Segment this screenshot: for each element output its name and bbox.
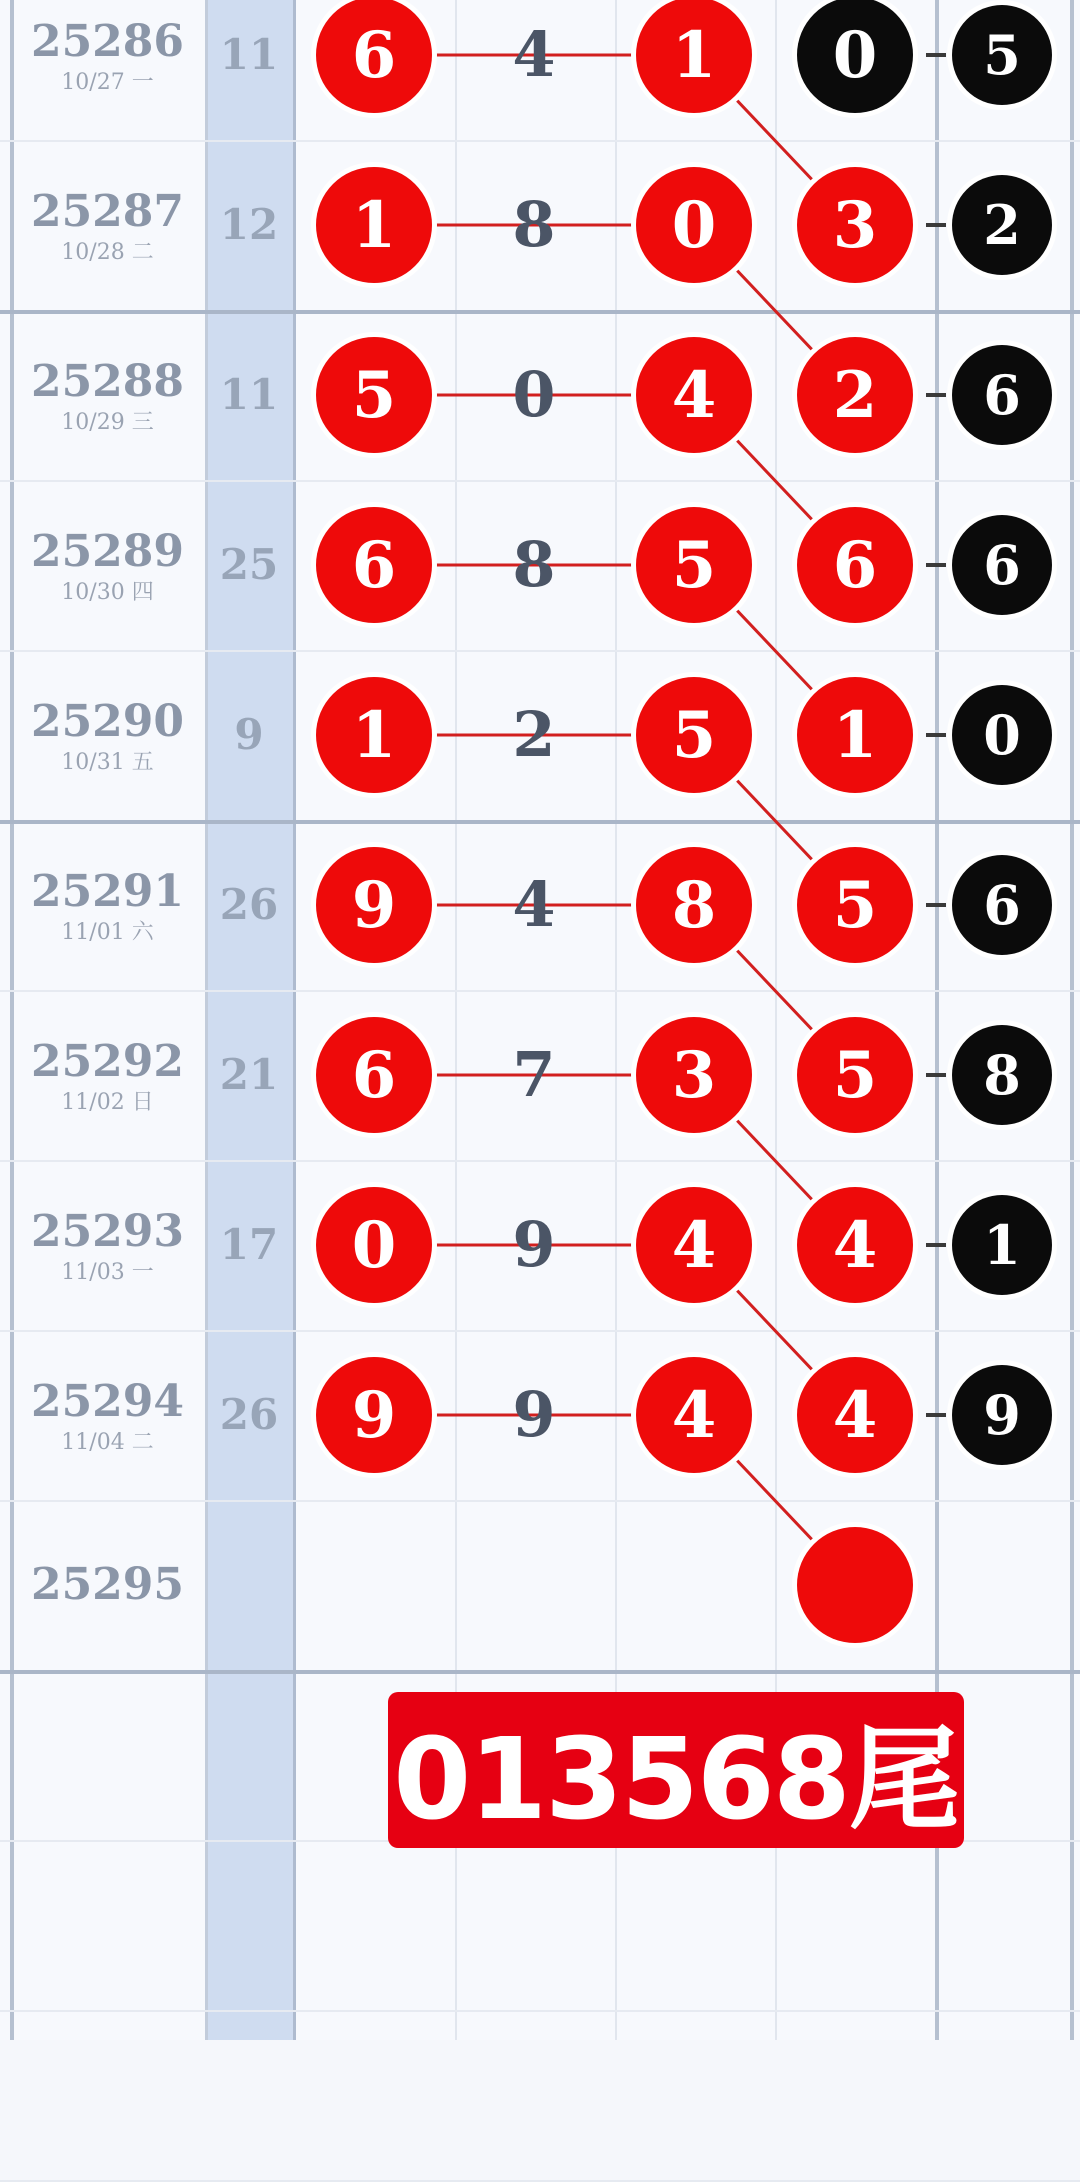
digit-plain: 9 bbox=[512, 1208, 556, 1281]
digit-sum: 21 bbox=[219, 1050, 279, 1099]
digit-ball: 0 bbox=[316, 1187, 432, 1303]
digit-ball: 6 bbox=[316, 0, 432, 113]
digit-ball: 3 bbox=[636, 1017, 752, 1133]
digit-ball: 1 bbox=[316, 677, 432, 793]
issue-number: 25291 bbox=[30, 866, 185, 917]
draw-date: 11/04 二 bbox=[61, 1430, 154, 1455]
issue-number: 25293 bbox=[30, 1206, 185, 1257]
tail-label-badge: 013568尾 bbox=[388, 1692, 964, 1848]
draw-date: 10/30 四 bbox=[61, 580, 154, 605]
digit-ball: 5 bbox=[797, 1017, 913, 1133]
digit-ball: 1 bbox=[636, 0, 752, 113]
digit-ball: 9 bbox=[316, 1357, 432, 1473]
digit-plain: 7 bbox=[512, 1038, 556, 1111]
draw-date: 11/02 日 bbox=[61, 1090, 154, 1115]
digit-ball: 6 bbox=[797, 507, 913, 623]
tail-digit-ball: 9 bbox=[952, 1365, 1052, 1465]
draw-date: 11/01 六 bbox=[61, 920, 154, 945]
tail-digit-ball: 0 bbox=[952, 685, 1052, 785]
tail-digit-ball: 6 bbox=[952, 855, 1052, 955]
digit-plain: 8 bbox=[512, 528, 556, 601]
digit-ball: 3 bbox=[797, 167, 913, 283]
digit-sum: 26 bbox=[219, 880, 279, 929]
digit-ball: 1 bbox=[797, 677, 913, 793]
digit-ball: 4 bbox=[636, 1357, 752, 1473]
dash-separator bbox=[926, 563, 946, 567]
digit-plain: 4 bbox=[512, 18, 556, 91]
digit-ball: 0 bbox=[797, 0, 913, 113]
draw-date: 10/27 一 bbox=[61, 70, 154, 95]
tail-digit-ball: 5 bbox=[952, 5, 1052, 105]
tail-digit-ball: 6 bbox=[952, 345, 1052, 445]
digit-sum: 25 bbox=[219, 540, 279, 589]
issue-number: 25288 bbox=[30, 356, 185, 407]
digit-sum: 9 bbox=[234, 710, 264, 759]
issue-number: 25294 bbox=[30, 1376, 185, 1427]
issue-number: 25292 bbox=[30, 1036, 185, 1087]
digit-sum: 11 bbox=[219, 370, 279, 419]
digit-ball: 4 bbox=[636, 337, 752, 453]
digit-sum: 11 bbox=[219, 30, 279, 79]
issue-number: 25290 bbox=[30, 696, 185, 747]
issue-number: 25286 bbox=[30, 16, 185, 67]
digit-ball: 9 bbox=[316, 847, 432, 963]
tail-digit-ball: 8 bbox=[952, 1025, 1052, 1125]
digit-ball: 4 bbox=[797, 1357, 913, 1473]
dash-separator bbox=[926, 1073, 946, 1077]
dash-separator bbox=[926, 1243, 946, 1247]
digit-plain: 4 bbox=[512, 868, 556, 941]
dash-separator bbox=[926, 223, 946, 227]
digit-plain: 0 bbox=[512, 358, 556, 431]
digit-ball: 5 bbox=[636, 507, 752, 623]
digit-ball: 0 bbox=[636, 167, 752, 283]
digit-ball: 8 bbox=[636, 847, 752, 963]
dash-separator bbox=[926, 733, 946, 737]
digit-ball: 5 bbox=[636, 677, 752, 793]
digit-ball: 5 bbox=[316, 337, 432, 453]
digit-plain: 9 bbox=[512, 1378, 556, 1451]
digit-ball: 4 bbox=[636, 1187, 752, 1303]
digit-ball: 4 bbox=[797, 1187, 913, 1303]
tail-digit-ball: 1 bbox=[952, 1195, 1052, 1295]
draw-date: 10/29 三 bbox=[61, 410, 154, 435]
tail-digit-ball: 2 bbox=[952, 175, 1052, 275]
dash-separator bbox=[926, 903, 946, 907]
digit-sum: 26 bbox=[219, 1390, 279, 1439]
digit-ball: 1 bbox=[316, 167, 432, 283]
issue-number: 25295 bbox=[30, 1559, 185, 1610]
digit-ball: 2 bbox=[797, 337, 913, 453]
draw-date: 10/28 二 bbox=[61, 240, 154, 265]
tail-digit-ball: 6 bbox=[952, 515, 1052, 615]
draw-date: 10/31 五 bbox=[61, 750, 154, 775]
digit-sum: 12 bbox=[219, 200, 279, 249]
pending-ball bbox=[797, 1527, 913, 1643]
digit-ball: 5 bbox=[797, 847, 913, 963]
dash-separator bbox=[926, 1413, 946, 1417]
digit-ball: 6 bbox=[316, 507, 432, 623]
digit-plain: 2 bbox=[512, 698, 556, 771]
digit-ball: 6 bbox=[316, 1017, 432, 1133]
digit-sum: 17 bbox=[219, 1220, 279, 1269]
dash-separator bbox=[926, 393, 946, 397]
draw-date: 11/03 一 bbox=[61, 1260, 154, 1285]
issue-number: 25289 bbox=[30, 526, 185, 577]
issue-number: 25287 bbox=[30, 186, 185, 237]
dash-separator bbox=[926, 53, 946, 57]
digit-plain: 8 bbox=[512, 188, 556, 261]
